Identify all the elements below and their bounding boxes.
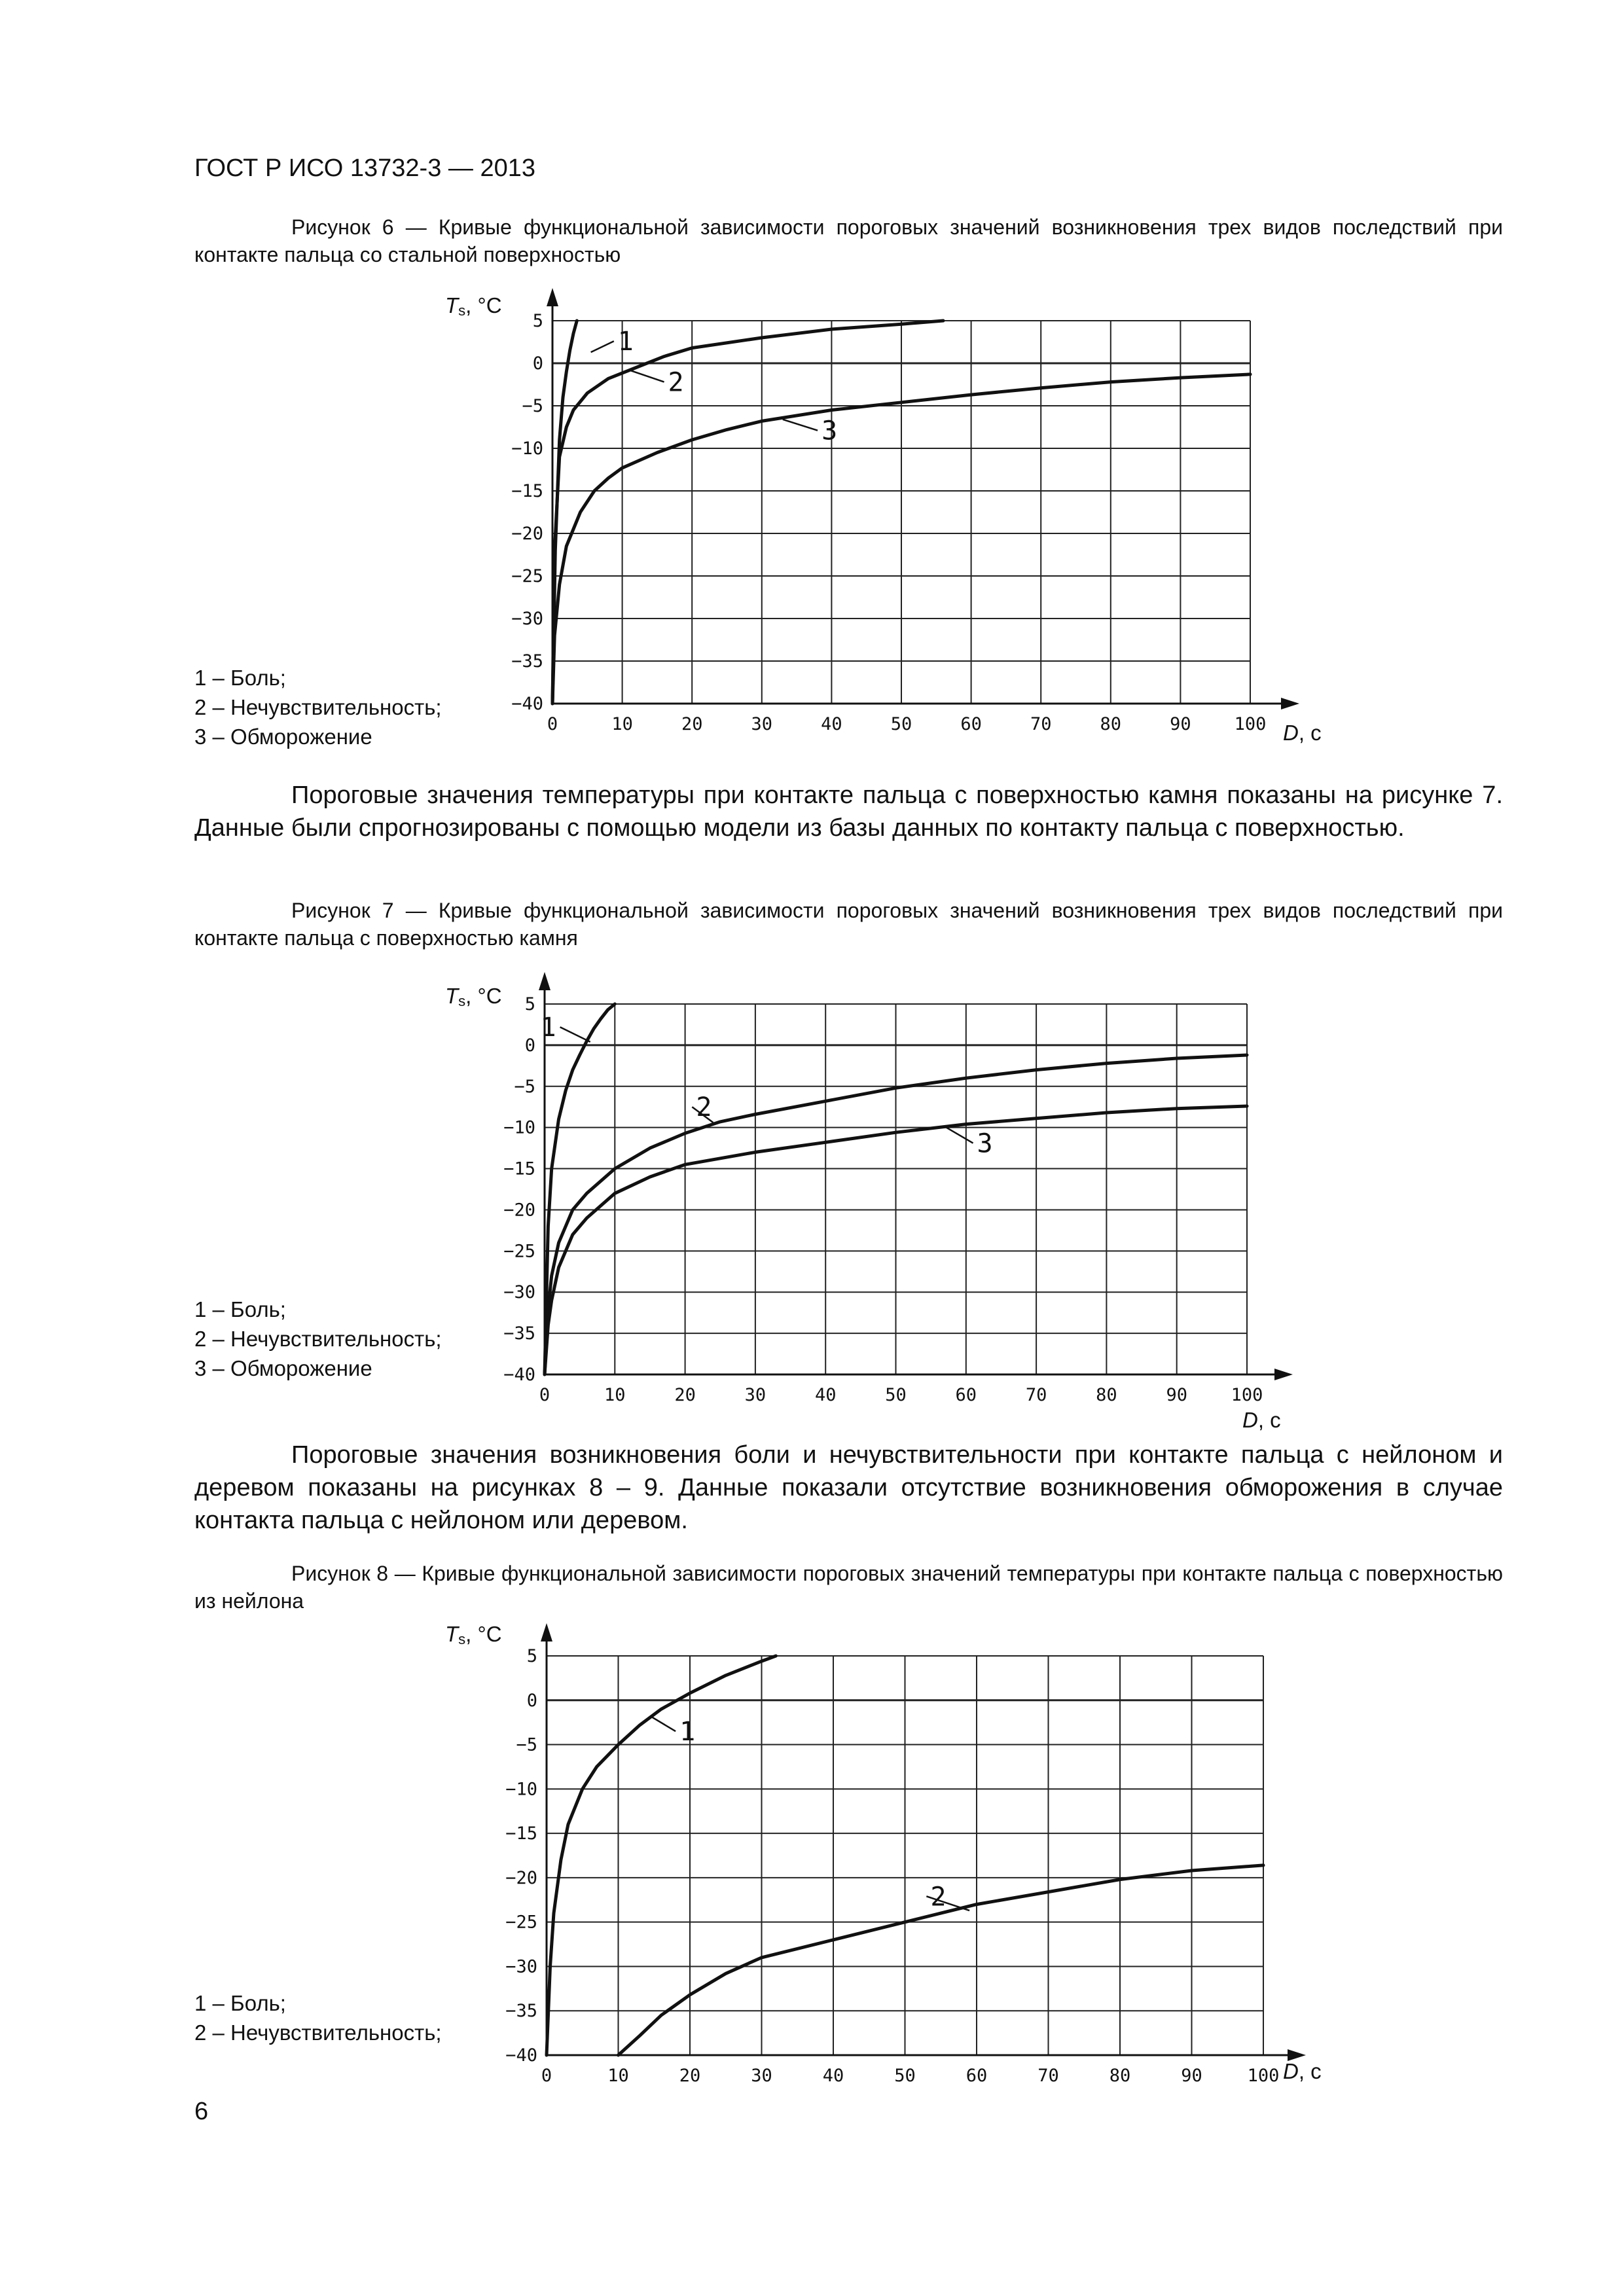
chart-7-x-tick-label: 30 (744, 1385, 767, 1405)
figure-8-x-axis-label: D, с (1283, 2059, 1322, 2083)
legend-item-numbness: 2 – Нечувствительность; (194, 1327, 442, 1351)
chart-8-x-tick-label: 90 (1181, 2066, 1202, 2086)
chart-7-curve-label: 2 (696, 1092, 712, 1123)
chart-7-y-tick-label: 0 (524, 1035, 535, 1056)
chart-8-x-tick-label: 70 (1038, 2066, 1059, 2086)
chart-8-x-tick-label: 10 (607, 2066, 629, 2086)
chart-7-y-tick-label: −40 (503, 1365, 535, 1385)
chart-8-y-tick-label: −20 (505, 1867, 537, 1888)
chart-7-x-tick-label: 40 (814, 1385, 837, 1405)
chart-7-x-tick-label: 90 (1166, 1385, 1187, 1405)
chart-8-x-tick-label: 20 (679, 2066, 701, 2086)
chart-7-y-tick-label: −30 (503, 1282, 535, 1303)
chart-6-y-tick-label: 0 (532, 353, 543, 374)
chart-6-y-tick-label: −25 (511, 566, 543, 586)
figure-8-caption: Рисунок 8 — Кривые функциональной зависимости пороговых значений температуры при контакте пальца с поверхностью из нейлона (194, 1562, 1503, 1613)
chart-6-curve-leader (591, 341, 614, 352)
chart-6-x-tick-label: 80 (1100, 714, 1122, 734)
chart-6-y-tick-label: −15 (511, 481, 543, 501)
chart-8-x-tick-label: 30 (751, 2066, 772, 2086)
document-header: ГОСТ Р ИСО 13732-3 — 2013 (194, 154, 535, 182)
chart-8-x-tick-label: 0 (541, 2066, 552, 2086)
chart-7-x-tick-label: 0 (539, 1385, 550, 1405)
chart-6-y-tick-label: −30 (511, 609, 543, 629)
chart-6-x-tick-label: 60 (960, 714, 982, 734)
legend-item-pain: 1 – Боль; (194, 1297, 286, 1321)
chart-8-curve-label: 1 (679, 1717, 696, 1748)
chart-8-x-axis-arrow (1288, 2049, 1306, 2061)
chart-7-x-tick-label: 20 (674, 1385, 696, 1405)
chart-6-x-tick-label: 90 (1170, 714, 1191, 734)
chart-6-x-tick-label: 10 (611, 714, 633, 734)
chart-8-y-tick-label: −30 (505, 1956, 537, 1977)
chart-7-y-tick-label: −20 (503, 1200, 535, 1221)
chart-6-y-tick-label: −35 (511, 651, 543, 672)
chart-6-curve-label: 3 (821, 416, 838, 446)
chart-8-y-tick-label: −5 (516, 1734, 537, 1755)
chart-8-x-tick-label: 50 (894, 2066, 916, 2086)
chart-8-series-1 (547, 1656, 776, 2055)
legend-item-pain: 1 – Боль; (194, 666, 286, 690)
chart-7-series-1 (545, 1004, 615, 1374)
chart-6-curve-leader (783, 420, 818, 431)
chart-7-curve-label: 3 (977, 1128, 993, 1159)
chart-6-y-axis-arrow (547, 288, 558, 306)
chart-6-y-tick-label: −10 (511, 439, 543, 459)
page-number: 6 (194, 2098, 209, 2125)
chart-7-y-tick-label: −10 (503, 1117, 535, 1138)
chart-7-curve-leader (560, 1027, 590, 1042)
paragraph-stone: Пороговые значения температуры при контакте пальца с поверхностью камня показаны на рисунке 7. Данные были спрогнозированы с помощью модели из базы данных по контакту пальца с поверхностью. (194, 781, 1503, 842)
chart-7-y-tick-label: −35 (503, 1323, 535, 1344)
chart-6-x-tick-label: 30 (751, 714, 773, 734)
chart-6-x-axis-arrow (1281, 698, 1299, 709)
legend-item-pain: 1 – Боль; (194, 1991, 286, 2015)
figure-6-caption: Рисунок 6 — Кривые функциональной зависимости пороговых значений возникновения трех видов последствий при контакте пальца со стальной поверхностью (194, 215, 1503, 266)
chart-6-series-2 (552, 321, 943, 704)
chart-6-x-tick-label: 40 (821, 714, 842, 734)
chart-6-x-tick-label: 50 (890, 714, 912, 734)
chart-6-x-tick-label: 70 (1030, 714, 1052, 734)
chart-6-x-tick-label: 20 (681, 714, 703, 734)
figure-6-x-axis-label: D, с (1283, 721, 1322, 745)
chart-7-x-tick-label: 70 (1025, 1385, 1047, 1405)
chart-7-x-tick-label: 50 (885, 1385, 907, 1405)
chart-8-y-tick-label: −35 (505, 2001, 537, 2022)
chart-7-curve-leader (945, 1126, 973, 1143)
chart-7-y-tick-label: −25 (503, 1241, 535, 1262)
chart-7-y-tick-label: 5 (524, 994, 535, 1014)
chart-8-curve-leader (651, 1716, 676, 1731)
figure-8-y-axis-label: $T_s$, °C (445, 1622, 502, 1647)
chart-6-curve-label: 1 (617, 327, 634, 357)
legend-item-frostbite: 3 – Обморожение (194, 725, 372, 749)
figure-7-y-axis-label: $T_s$, °C (445, 984, 502, 1009)
chart-8-y-tick-label: −25 (505, 1912, 537, 1933)
chart-8-x-tick-label: 80 (1109, 2066, 1131, 2086)
chart-6-x-tick-label: 0 (547, 714, 558, 734)
chart-8-y-tick-label: −10 (505, 1779, 537, 1800)
chart-6-y-tick-label: −40 (511, 694, 543, 714)
chart-8-y-tick-label: −15 (505, 1823, 537, 1844)
chart-6-curve-label: 2 (668, 367, 684, 398)
chart-8-x-tick-label: 60 (965, 2066, 988, 2086)
chart-8-y-tick-label: 0 (526, 1690, 537, 1711)
chart-7-y-tick-label: −15 (503, 1158, 535, 1179)
chart-8-x-tick-label: 100 (1247, 2066, 1280, 2086)
chart-7-curve-label: 1 (540, 1013, 556, 1043)
chart-8-x-tick-label: 40 (822, 2066, 844, 2086)
chart-7-x-tick-label: 80 (1096, 1385, 1117, 1405)
legend-item-frostbite: 3 – Обморожение (194, 1356, 372, 1380)
chart-8-y-tick-label: 5 (526, 1646, 537, 1666)
chart-7-x-tick-label: 60 (955, 1385, 977, 1405)
chart-6-y-tick-label: −20 (511, 524, 543, 544)
chart-7-x-tick-label: 100 (1231, 1385, 1263, 1405)
figure-6-y-axis-label: $T_s$, °C (445, 293, 502, 319)
chart-8-y-axis-arrow (541, 1623, 552, 1641)
chart-8-y-tick-label: −40 (505, 2045, 537, 2066)
chart-7-y-axis-arrow (539, 972, 550, 990)
chart-7-y-tick-label: −5 (514, 1076, 535, 1097)
chart-7-x-tick-label: 10 (604, 1385, 626, 1405)
figure-7-x-axis-label: D, с (1242, 1408, 1281, 1432)
chart-7-x-axis-arrow (1274, 1369, 1293, 1380)
figure-7-caption: Рисунок 7 — Кривые функциональной зависимости пороговых значений возникновения трех видов последствий при контакте пальца с поверхностью камня (194, 899, 1503, 950)
legend-item-numbness: 2 – Нечувствительность; (194, 2020, 442, 2045)
chart-6-y-tick-label: 5 (532, 311, 543, 331)
chart-8-curve-label: 2 (930, 1882, 947, 1912)
legend-item-numbness: 2 – Нечувствительность; (194, 695, 442, 719)
chart-6-curve-leader (629, 370, 664, 382)
chart-6-x-tick-label: 100 (1234, 714, 1267, 734)
chart-6-y-tick-label: −5 (522, 396, 543, 416)
paragraph-nylon-wood: Пороговые значения возникновения боли и нечувствительности при контакте пальца с нейлоном и деревом показаны на рисунках 8 – 9. Данные показали отсутствие возникновения обморожения в случае контакта пальца с нейлоном или деревом. (194, 1441, 1503, 1534)
